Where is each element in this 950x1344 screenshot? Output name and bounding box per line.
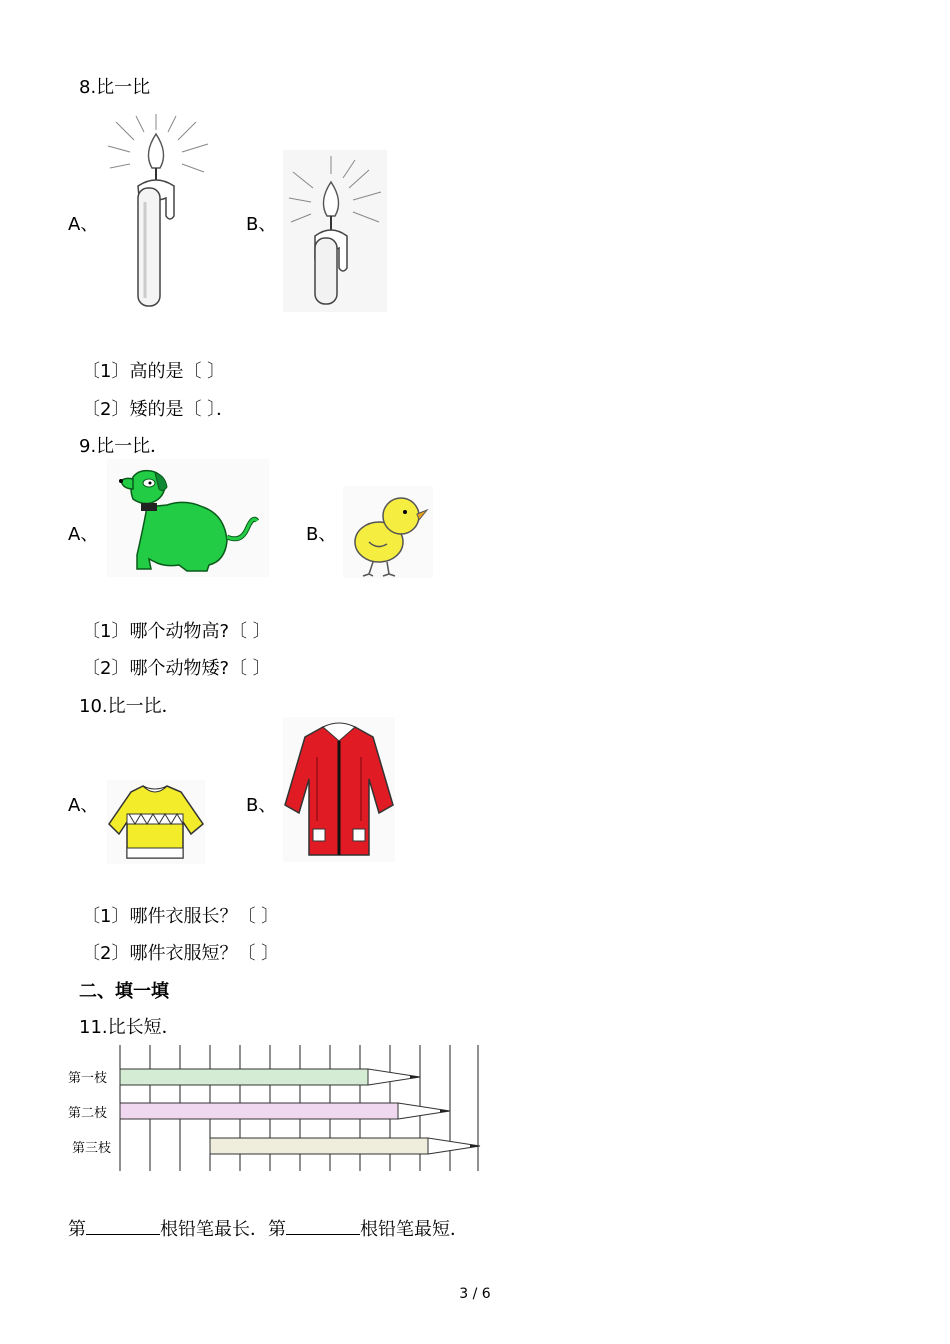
q9-sub1: 〔1〕哪个动物高?〔 〕 [82,621,271,642]
q8-sub1: 〔1〕高的是〔 〕 [82,361,226,382]
pencil-comparison-grid [66,1045,482,1173]
q8-title: 8.比一比 [79,77,151,98]
q9-option-a-label: A、 [68,524,99,545]
chick-image [343,486,433,578]
pencil-3 [210,1138,428,1154]
pencil-2 [120,1103,398,1119]
q11-answer-line [68,1216,468,1242]
short-sweater-image [107,780,205,864]
q8-sub2: 〔2〕矮的是〔 〕． [82,399,235,420]
q9-title: 9.比一比． [79,436,169,457]
page-number: 3 / 6 [459,1286,491,1302]
q10-sub2: 〔2〕哪件衣服短？〔 〕 [82,943,280,964]
q10-option-b-label: B、 [246,795,277,816]
q11-answer-prefix: 第 [68,1219,86,1240]
q11-title: 11.比长短． [79,1017,180,1038]
q11-answer-mid: 根铅笔最长．第 [160,1219,286,1240]
tall-candle-image [104,112,214,312]
long-coat-image [283,717,395,862]
section-2-heading: 二、填一填 [79,981,169,1002]
q9-sub2: 〔2〕哪个动物矮?〔 〕 [82,658,271,679]
q10-sub1: 〔1〕哪件衣服长？〔 〕 [82,906,280,927]
q11-shortest-blank[interactable] [286,1216,360,1235]
q11-longest-blank[interactable] [86,1216,160,1235]
q10-option-a-label: A、 [68,795,99,816]
q8-option-b-label: B、 [246,214,277,235]
pencil-2-label: 第二枝 [68,1106,108,1121]
pencil-1 [120,1069,368,1085]
q9-option-b-label: B、 [306,524,337,545]
q11-answer-suffix: 根铅笔最短． [360,1219,468,1240]
q10-title: 10.比一比． [79,696,180,717]
short-candle-image [283,150,387,312]
pencil-1-label: 第一枝 [68,1071,108,1086]
q8-option-a-label: A、 [68,214,99,235]
dog-image [107,459,269,577]
pencil-3-label: 第三枝 [72,1141,112,1156]
